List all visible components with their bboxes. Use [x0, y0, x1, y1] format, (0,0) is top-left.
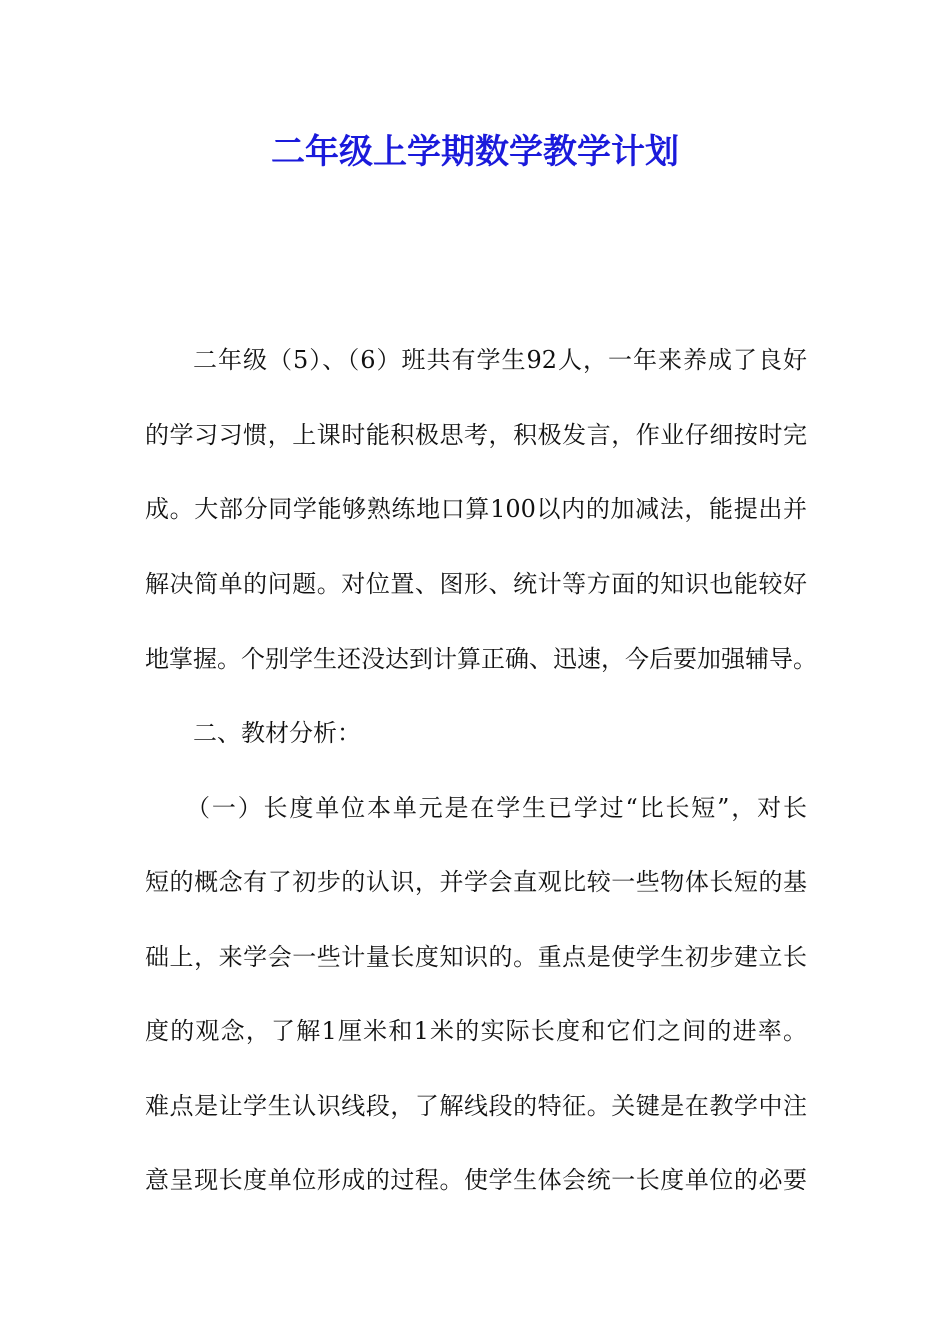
paragraph-line: 成。大部分同学能够熟练地口算100以内的加减法，能提出并	[145, 495, 807, 523]
section-heading: 二、教材分析：	[193, 719, 361, 747]
paragraph-line: 难点是让学生认识线段，了解线段的特征。关键是在教学中注	[145, 1092, 807, 1120]
paragraph-line: 地掌握。个别学生还没达到计算正确、迅速，今后要加强辅导。	[145, 645, 817, 673]
paragraph-line: 的学习习惯，上课时能积极思考，积极发言，作业仔细按时完	[145, 421, 807, 449]
paragraph-line: 短的概念有了初步的认识，并学会直观比较一些物体长短的基	[145, 868, 807, 896]
paragraph-line: 意呈现长度单位形成的过程。使学生体会统一长度单位的必要	[145, 1166, 807, 1194]
paragraph-line: 础上，来学会一些计量长度知识的。重点是使学生初步建立长	[145, 943, 807, 971]
document-title: 二年级上学期数学教学计划	[271, 132, 679, 172]
paragraph-line: 度的观念，了解1厘米和1米的实际长度和它们之间的进率。	[145, 1017, 807, 1045]
paragraph-line: 二年级（5）、（6）班共有学生92人，一年来养成了良好	[193, 346, 807, 374]
paragraph-line: （一）长度单位本单元是在学生已学过“比长短”，对长	[186, 794, 807, 822]
paragraph-line: 解决简单的问题。对位置、图形、统计等方面的知识也能较好	[145, 570, 807, 598]
